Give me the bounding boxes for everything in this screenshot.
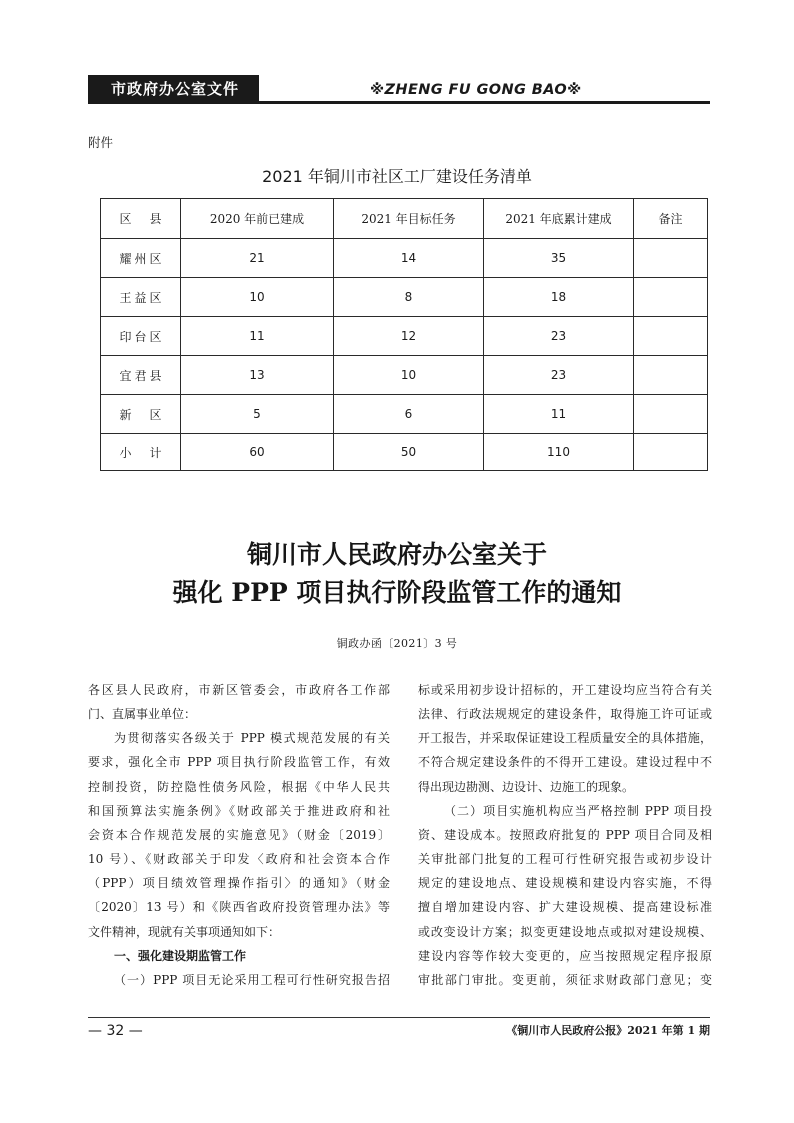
table-cell: 50 (334, 434, 484, 471)
table-cell: 14 (334, 239, 484, 278)
section-heading: 一、强化建设期监管工作 (114, 948, 247, 963)
body-line: 资、建设成本。按照政府批复的 PPP 项目合同及相 (418, 827, 712, 842)
body-line: 擅自增加建设内容、扩大建设规模、提高建设标准 (418, 900, 712, 915)
body-line: 关审批部门批复的工程可行性研究报告或初步设计 (418, 852, 712, 867)
column-header-remarks: 备注 (634, 199, 708, 239)
district-cell: 宜君县 (101, 356, 181, 395)
body-line: 10 号）、《财政部关于印发〈政府和社会资本合作 (88, 852, 390, 867)
table-cell: 10 (181, 278, 334, 317)
masthead-title: ※ZHENG FU GONG BAO※ (370, 82, 582, 98)
table-cell: 11 (181, 317, 334, 356)
column-header-cumulative-2021: 2021 年底累计建成 (484, 199, 634, 239)
page-number: — 32 — (88, 1023, 143, 1039)
body-line: 审批部门审批。变更前，须征求财政部门意见；变 (418, 972, 712, 987)
district-cell: 印台区 (101, 317, 181, 356)
publication-name: 《铜川市人民政府公报》2021 年第 1 期 (506, 1024, 710, 1037)
table-row (101, 395, 708, 434)
table-cell: 23 (484, 356, 634, 395)
section-label: 市政府办公室文件 (111, 80, 240, 98)
header-rule (88, 101, 710, 104)
column-header-built-before-2020: 2020 年前已建成 (181, 199, 334, 239)
section-label-box (88, 75, 259, 103)
table-total-row (101, 434, 708, 471)
body-line: （二）项目实施机构应当严格控制 PPP 项目投 (444, 803, 712, 818)
body-line: 或改变设计方案；拟变更建设地点或拟对建设规模、 (418, 924, 712, 939)
body-line: 不符合规定建设条件的不得开工建设。建设过程中不 (418, 755, 712, 770)
remark-cell (634, 395, 708, 434)
table-cell: 110 (484, 434, 634, 471)
body-column-left (88, 678, 390, 992)
footer-rule (88, 1017, 710, 1018)
district-cell: 新 区 (101, 395, 181, 434)
document-number: 铜政办函〔2021〕3 号 (336, 637, 458, 650)
table-cell: 10 (334, 356, 484, 395)
table-cell: 23 (484, 317, 634, 356)
table-row (101, 239, 708, 278)
body-column-right (418, 678, 712, 992)
body-line: 要求，强化全市 PPP 项目执行阶段监管工作，有效 (88, 755, 390, 770)
body-line: 会资本合作规范发展的实施意见》（财金〔2019〕 (88, 827, 390, 842)
notice-title-line: 强化 PPP 项目执行阶段监管工作的通知 (172, 578, 622, 607)
column-header-district: 区 县 (101, 199, 181, 239)
table-title: 2021 年铜川市社区工厂建设任务清单 (262, 167, 532, 186)
body-line: 开工报告，并采取保证建设工程质量安全的具体措施， (418, 731, 712, 746)
body-line: 和国预算法实施条例》《财政部关于推进政府和社 (88, 803, 390, 818)
body-line: 控制投资，防控隐性债务风险，根据《中华人民共 (88, 779, 390, 794)
body-line: 标或采用初步设计招标的，开工建设均应当符合有关 (418, 683, 712, 697)
attachment-label: 附件 (88, 135, 114, 150)
body-line: （PPP）项目绩效管理操作指引〉的通知》（财金 (88, 876, 390, 891)
remark-cell (634, 278, 708, 317)
table-cell: 13 (181, 356, 334, 395)
column-header-target-2021: 2021 年目标任务 (334, 199, 484, 239)
table-header-row (101, 199, 708, 239)
table-row (101, 278, 708, 317)
body-line: 规定的建设地点、建设规模和建设内容实施，不得 (418, 876, 712, 891)
district-cell: 耀州区 (101, 239, 181, 278)
body-line: 建设内容等作较大变更的，应当按照规定程序报原 (418, 948, 712, 963)
table-row (101, 317, 708, 356)
body-line: 各区县人民政府，市新区管委会，市政府各工作部 (88, 683, 390, 697)
body-line: 文件精神，现就有关事项通知如下： (88, 924, 281, 939)
table-cell: 35 (484, 239, 634, 278)
remark-cell (634, 434, 708, 471)
table-cell: 6 (334, 395, 484, 434)
table-cell: 12 (334, 317, 484, 356)
total-label-cell: 小 计 (101, 434, 181, 471)
table-cell: 5 (181, 395, 334, 434)
notice-title (0, 536, 794, 612)
table-cell: 8 (334, 278, 484, 317)
remark-cell (634, 317, 708, 356)
table-cell: 18 (484, 278, 634, 317)
body-line: 法律、行政法规规定的建设条件，取得施工许可证或 (418, 707, 712, 722)
remark-cell (634, 239, 708, 278)
notice-title-line: 铜川市人民政府办公室关于 (246, 540, 547, 569)
task-table (100, 198, 708, 471)
body-line: 得出现边勘测、边设计、边施工的现象。 (418, 779, 635, 794)
body-line: 为贯彻落实各级关于 PPP 模式规范发展的有关 (114, 731, 390, 746)
table-row (101, 356, 708, 395)
body-line: 门、直属事业单位： (88, 707, 197, 722)
remark-cell (634, 356, 708, 395)
body-line: （一）PPP 项目无论采用工程可行性研究报告招 (114, 972, 390, 987)
district-cell: 王益区 (101, 278, 181, 317)
body-line: 〔2020〕13 号）和《陕西省政府投资管理办法》等 (88, 900, 390, 915)
table-cell: 11 (484, 395, 634, 434)
table-cell: 60 (181, 434, 334, 471)
table-cell: 21 (181, 239, 334, 278)
